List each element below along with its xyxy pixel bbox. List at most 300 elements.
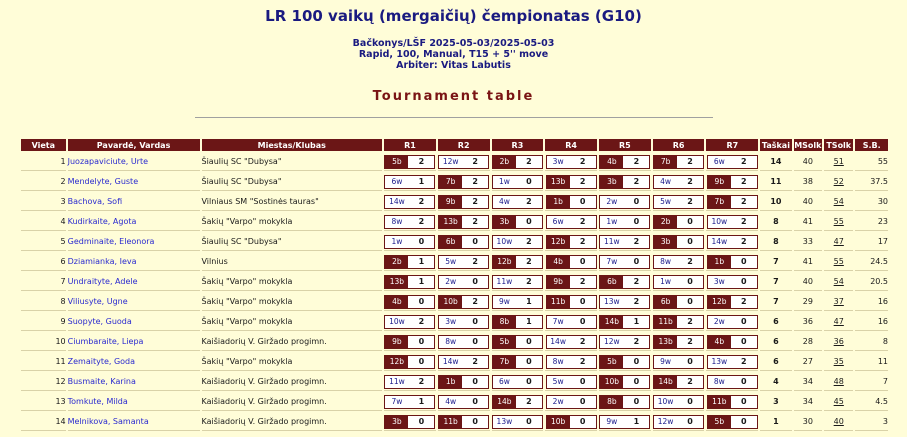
- opponent-color[interactable]: 8w: [552, 357, 564, 366]
- opponent-color[interactable]: 12b: [385, 356, 408, 368]
- player-points: 6: [760, 313, 791, 331]
- player-sb: 23: [855, 213, 888, 231]
- player-tsolk-link[interactable]: 54: [824, 193, 853, 211]
- opponent-color[interactable]: 8w: [713, 377, 725, 386]
- opponent-color[interactable]: 11b: [708, 396, 731, 408]
- opponent-color[interactable]: 14w: [442, 357, 459, 366]
- opponent-color[interactable]: 10w: [389, 317, 405, 326]
- opponent-color[interactable]: 8w: [660, 257, 672, 266]
- round-result: [384, 195, 435, 209]
- row-place: 7: [21, 273, 66, 291]
- player-name-link[interactable]: Mendelyte, Guste: [68, 173, 200, 191]
- game-score: 0: [633, 357, 640, 366]
- round-2-cell: [438, 273, 490, 291]
- round-result: [438, 235, 489, 249]
- player-msolk: 41: [794, 253, 822, 271]
- table-row: [21, 333, 888, 351]
- game-score: 0: [633, 257, 640, 266]
- player-points: 7: [760, 253, 791, 271]
- player-tsolk-link[interactable]: 36: [824, 333, 853, 351]
- player-sb: 30: [855, 193, 888, 211]
- opponent-color[interactable]: 10b: [600, 376, 623, 388]
- opponent-color[interactable]: 7b: [708, 196, 731, 208]
- opponent-color[interactable]: 5w: [552, 377, 564, 386]
- round-7-cell: [706, 153, 758, 171]
- opponent-color[interactable]: 14w: [711, 237, 728, 246]
- round-5-cell: [599, 233, 651, 251]
- opponent-color[interactable]: 14b: [654, 376, 677, 388]
- opponent-color[interactable]: 8b: [600, 396, 623, 408]
- round-result: [653, 175, 704, 189]
- player-tsolk-link[interactable]: 55: [824, 253, 853, 271]
- round-1-cell: [384, 293, 436, 311]
- game-score: 0: [741, 277, 747, 286]
- opponent-color[interactable]: 1w: [391, 237, 403, 246]
- opponent-color[interactable]: 6b: [600, 276, 623, 288]
- opponent-color[interactable]: 7w: [606, 257, 618, 266]
- game-score: 0: [741, 317, 747, 326]
- opponent-color[interactable]: 2w: [606, 197, 618, 206]
- round-3-cell: [492, 333, 544, 351]
- opponent-color[interactable]: 10w: [496, 237, 513, 246]
- player-tsolk-link[interactable]: 54: [824, 273, 853, 291]
- opponent-color[interactable]: 6b: [439, 236, 462, 248]
- opponent-color[interactable]: 11b: [654, 316, 677, 328]
- col-place: Vieta: [21, 139, 66, 151]
- player-name-link[interactable]: Melnikova, Samanta: [68, 413, 200, 431]
- round-result: [599, 235, 650, 249]
- opponent-color[interactable]: 3w: [552, 157, 564, 166]
- opponent-color[interactable]: 2w: [445, 277, 457, 286]
- game-score: 2: [687, 257, 693, 266]
- player-points: 3: [760, 393, 791, 411]
- game-score: 2: [687, 377, 693, 386]
- game-score: 0: [741, 257, 747, 266]
- player-sb: 37.5: [855, 173, 888, 191]
- player-msolk: 40: [794, 273, 822, 291]
- round-7-cell: [706, 253, 758, 271]
- opponent-color[interactable]: 3w: [445, 317, 457, 326]
- game-score: 0: [741, 417, 747, 426]
- player-msolk: 40: [794, 153, 822, 171]
- opponent-color[interactable]: 1b: [708, 256, 731, 268]
- player-club: Šakių "Varpo" mokykla: [202, 293, 383, 311]
- round-2-cell: [438, 353, 490, 371]
- round-1-cell: [384, 253, 436, 271]
- player-tsolk-link[interactable]: 47: [824, 233, 853, 251]
- player-name-link[interactable]: Tomkute, Milda: [68, 393, 200, 411]
- player-name-link[interactable]: Dziamianka, Ieva: [68, 253, 200, 271]
- round-1-cell: [384, 213, 436, 231]
- opponent-color[interactable]: 3b: [385, 416, 408, 428]
- player-points: 1: [760, 413, 791, 431]
- player-club: Vilniaus SM "Sostinės tauras": [202, 193, 383, 211]
- opponent-color[interactable]: 4b: [600, 156, 623, 168]
- round-result: [438, 195, 489, 209]
- round-4-cell: [545, 293, 597, 311]
- opponent-color[interactable]: 1b: [439, 376, 462, 388]
- opponent-color[interactable]: 6w: [552, 217, 564, 226]
- col-tsolk: TSolk: [824, 139, 853, 151]
- round-3-cell: [492, 313, 544, 331]
- table-row: [21, 373, 888, 391]
- game-score: 0: [633, 397, 640, 406]
- opponent-color[interactable]: 4b: [385, 296, 408, 308]
- opponent-color[interactable]: 12w: [442, 157, 459, 166]
- row-place: 13: [21, 393, 66, 411]
- opponent-color[interactable]: 3b: [493, 216, 516, 228]
- round-result: [653, 375, 704, 389]
- row-place: 11: [21, 353, 66, 371]
- opponent-color[interactable]: 9b: [708, 176, 731, 188]
- player-name-link[interactable]: Zemaityte, Goda: [68, 353, 200, 371]
- opponent-color[interactable]: 8w: [391, 217, 403, 226]
- game-score: 2: [633, 157, 640, 166]
- round-result: [546, 255, 597, 269]
- opponent-color[interactable]: 2b: [385, 256, 408, 268]
- round-result: [707, 335, 758, 349]
- opponent-color[interactable]: 5b: [385, 156, 408, 168]
- opponent-color[interactable]: 3w: [713, 277, 725, 286]
- opponent-color[interactable]: 14w: [550, 337, 566, 346]
- player-name-link[interactable]: Viliusyte, Ugne: [68, 293, 200, 311]
- row-place: 1: [21, 153, 66, 171]
- player-name-link[interactable]: Bachova, Sofi: [68, 193, 200, 211]
- game-score: 2: [472, 257, 478, 266]
- opponent-color[interactable]: 6b: [654, 296, 677, 308]
- player-msolk: 41: [794, 213, 822, 231]
- round-2-cell: [438, 413, 490, 431]
- opponent-color[interactable]: 5w: [445, 257, 457, 266]
- round-result: [546, 375, 597, 389]
- round-result: [384, 335, 435, 349]
- round-result: [653, 415, 704, 429]
- round-5-cell: [599, 153, 651, 171]
- opponent-color[interactable]: 5b: [708, 416, 731, 428]
- player-name-link[interactable]: Busmaite, Karina: [68, 373, 200, 391]
- round-7-cell: [706, 213, 758, 231]
- opponent-color[interactable]: 4b: [547, 256, 570, 268]
- player-club: Šakių "Varpo" mokykla: [202, 273, 383, 291]
- game-score: 2: [579, 217, 586, 226]
- game-score: 0: [418, 237, 425, 246]
- game-score: 2: [579, 337, 586, 346]
- player-name-link[interactable]: Gedminaite, Eleonora: [68, 233, 200, 251]
- round-result: [653, 355, 704, 369]
- opponent-color[interactable]: 13w: [711, 357, 728, 366]
- player-sb: 16: [855, 313, 888, 331]
- player-tsolk-link[interactable]: 47: [824, 313, 853, 331]
- opponent-color[interactable]: 12b: [493, 256, 516, 268]
- round-7-cell: [706, 393, 758, 411]
- round-result: [707, 355, 758, 369]
- player-name-link[interactable]: Kudirkaite, Agota: [68, 213, 200, 231]
- player-tsolk-link[interactable]: 35: [824, 353, 853, 371]
- game-score: 0: [579, 397, 586, 406]
- opponent-color[interactable]: 14w: [389, 197, 405, 206]
- round-result: [546, 415, 597, 429]
- col-r3: R3: [492, 139, 544, 151]
- opponent-color[interactable]: 14b: [493, 396, 516, 408]
- round-3-cell: [492, 293, 544, 311]
- game-score: 0: [579, 257, 586, 266]
- opponent-color[interactable]: 12b: [708, 296, 731, 308]
- opponent-color[interactable]: 12b: [547, 236, 570, 248]
- row-place: 3: [21, 193, 66, 211]
- game-score: 2: [526, 237, 532, 246]
- round-result: [599, 315, 650, 329]
- opponent-color[interactable]: 2b: [654, 216, 677, 228]
- round-result: [546, 315, 597, 329]
- round-7-cell: [706, 173, 758, 191]
- player-club: Kaišiadorių V. Giržado progimn.: [202, 413, 383, 431]
- round-result: [653, 215, 704, 229]
- player-club: Vilnius: [202, 253, 383, 271]
- opponent-color[interactable]: 4w: [660, 177, 672, 186]
- round-2-cell: [438, 173, 490, 191]
- player-msolk: 33: [794, 233, 822, 251]
- opponent-color[interactable]: 13b: [654, 336, 677, 348]
- opponent-color[interactable]: 3b: [600, 176, 623, 188]
- game-score: 1: [418, 177, 425, 186]
- round-result: [492, 215, 543, 229]
- opponent-color[interactable]: 1w: [606, 217, 618, 226]
- opponent-color[interactable]: 7w: [552, 317, 564, 326]
- player-sb: 24.5: [855, 253, 888, 271]
- round-result: [599, 255, 650, 269]
- round-5-cell: [599, 193, 651, 211]
- game-score: 0: [741, 377, 747, 386]
- game-score: 0: [418, 337, 425, 346]
- opponent-color[interactable]: 9b: [547, 276, 570, 288]
- game-score: 2: [579, 357, 586, 366]
- round-result: [707, 255, 758, 269]
- opponent-color[interactable]: 7b: [439, 176, 462, 188]
- game-score: 2: [741, 357, 747, 366]
- round-2-cell: [438, 293, 490, 311]
- opponent-color[interactable]: 5b: [600, 356, 623, 368]
- table-row: [21, 213, 888, 231]
- game-score: 0: [633, 217, 640, 226]
- table-row: [21, 253, 888, 271]
- round-result: [707, 275, 758, 289]
- opponent-color[interactable]: 9b: [439, 196, 462, 208]
- player-msolk: 34: [794, 373, 822, 391]
- player-tsolk-link[interactable]: 48: [824, 373, 853, 391]
- game-score: 2: [579, 237, 586, 246]
- opponent-color[interactable]: 11w: [389, 377, 405, 386]
- round-4-cell: [545, 153, 597, 171]
- game-score: 0: [633, 197, 640, 206]
- opponent-color[interactable]: 10w: [711, 217, 728, 226]
- round-1-cell: [384, 233, 436, 251]
- table-row: [21, 393, 888, 411]
- opponent-color[interactable]: 1w: [660, 277, 672, 286]
- opponent-color[interactable]: 9b: [385, 336, 408, 348]
- game-score: 2: [741, 157, 747, 166]
- game-score: 0: [687, 237, 693, 246]
- game-score: 2: [526, 277, 532, 286]
- game-score: 0: [472, 397, 478, 406]
- opponent-color[interactable]: 9w: [498, 297, 510, 306]
- opponent-color[interactable]: 13b: [385, 276, 408, 288]
- player-name-link[interactable]: Suopyte, Guoda: [68, 313, 200, 331]
- opponent-color[interactable]: 7b: [654, 156, 677, 168]
- table-row: [21, 193, 888, 211]
- round-result: [438, 335, 489, 349]
- opponent-color[interactable]: 7b: [493, 356, 516, 368]
- round-result: [546, 195, 597, 209]
- round-1-cell: [384, 153, 436, 171]
- opponent-color[interactable]: 10w: [657, 397, 674, 406]
- opponent-color[interactable]: 6w: [713, 157, 725, 166]
- col-sb: S.B.: [855, 139, 888, 151]
- player-name-link[interactable]: Undraityte, Adele: [68, 273, 200, 291]
- round-5-cell: [599, 173, 651, 191]
- game-score: 0: [579, 197, 586, 206]
- game-score: 2: [526, 257, 532, 266]
- opponent-color[interactable]: 11b: [439, 416, 462, 428]
- game-score: 1: [633, 417, 640, 426]
- player-points: 7: [760, 273, 791, 291]
- game-score: 2: [472, 217, 478, 226]
- tournament-format: Rapid, 100, Manual, T15 + 5'' move: [358, 49, 549, 60]
- round-6-cell: [653, 313, 705, 331]
- opponent-color[interactable]: 6w: [391, 177, 403, 186]
- player-tsolk-link[interactable]: 52: [824, 173, 853, 191]
- player-tsolk-link[interactable]: 40: [824, 413, 853, 431]
- opponent-color[interactable]: 5b: [493, 336, 516, 348]
- opponent-color[interactable]: 9w: [606, 417, 618, 426]
- game-score: 1: [418, 397, 425, 406]
- opponent-color[interactable]: 14b: [600, 316, 623, 328]
- opponent-color[interactable]: 10b: [439, 296, 462, 308]
- opponent-color[interactable]: 2b: [493, 156, 516, 168]
- opponent-color[interactable]: 13b: [439, 216, 462, 228]
- round-result: [546, 275, 597, 289]
- game-score: 2: [741, 217, 747, 226]
- player-tsolk-link[interactable]: 55: [824, 213, 853, 231]
- opponent-color[interactable]: 9w: [660, 357, 672, 366]
- player-points: 8: [760, 213, 791, 231]
- opponent-color[interactable]: 5w: [660, 197, 672, 206]
- round-6-cell: [653, 193, 705, 211]
- col-r1: R1: [384, 139, 436, 151]
- opponent-color[interactable]: 4w: [445, 397, 457, 406]
- round-1-cell: [384, 393, 436, 411]
- game-score: 2: [418, 197, 425, 206]
- round-7-cell: [706, 333, 758, 351]
- game-score: 1: [526, 297, 532, 306]
- player-tsolk-link[interactable]: 51: [824, 153, 853, 171]
- round-result: [707, 295, 758, 309]
- round-result: [546, 175, 597, 189]
- round-result: [599, 375, 650, 389]
- game-score: 2: [633, 237, 640, 246]
- player-name-link[interactable]: Ciumbaraite, Liepa: [68, 333, 200, 351]
- opponent-color[interactable]: 4w: [498, 197, 510, 206]
- game-score: 2: [472, 197, 478, 206]
- opponent-color[interactable]: 13b: [547, 176, 570, 188]
- round-result: [653, 235, 704, 249]
- round-4-cell: [545, 193, 597, 211]
- player-name-link[interactable]: Juozapaviciute, Urte: [68, 153, 200, 171]
- opponent-color[interactable]: 7w: [391, 397, 403, 406]
- table-row: [21, 173, 888, 191]
- round-7-cell: [706, 193, 758, 211]
- round-result: [653, 335, 704, 349]
- opponent-color[interactable]: 8w: [445, 337, 457, 346]
- opponent-color[interactable]: 8b: [493, 316, 516, 328]
- round-result: [384, 395, 435, 409]
- opponent-color[interactable]: 3b: [654, 236, 677, 248]
- opponent-color[interactable]: 11w: [496, 277, 513, 286]
- round-result: [384, 215, 435, 229]
- round-7-cell: [706, 373, 758, 391]
- game-score: 0: [526, 377, 532, 386]
- opponent-color[interactable]: 4b: [708, 336, 731, 348]
- round-result: [546, 215, 597, 229]
- player-tsolk-link[interactable]: 45: [824, 393, 853, 411]
- round-2-cell: [438, 233, 490, 251]
- round-7-cell: [706, 233, 758, 251]
- opponent-color[interactable]: 1w: [498, 177, 510, 186]
- round-result: [438, 415, 489, 429]
- round-1-cell: [384, 333, 436, 351]
- col-r4: R4: [545, 139, 597, 151]
- opponent-color[interactable]: 2w: [552, 397, 564, 406]
- game-score: 2: [472, 297, 478, 306]
- round-result: [653, 155, 704, 169]
- game-score: 0: [526, 417, 532, 426]
- game-score: 2: [579, 177, 586, 186]
- player-club: Kaišiadorių V. Giržado progimn.: [202, 373, 383, 391]
- game-score: 2: [526, 397, 532, 406]
- opponent-color[interactable]: 6w: [498, 377, 510, 386]
- col-r2: R2: [438, 139, 490, 151]
- player-club: Šiaulių SC "Dubysa": [202, 153, 383, 171]
- round-result: [492, 395, 543, 409]
- game-score: 0: [633, 377, 640, 386]
- opponent-color[interactable]: 1b: [547, 196, 570, 208]
- round-1-cell: [384, 373, 436, 391]
- round-result: [546, 235, 597, 249]
- round-result: [653, 195, 704, 209]
- round-2-cell: [438, 373, 490, 391]
- round-result: [492, 275, 543, 289]
- round-result: [653, 255, 704, 269]
- round-result: [653, 395, 704, 409]
- player-msolk: 28: [794, 333, 822, 351]
- round-7-cell: [706, 293, 758, 311]
- player-points: 6: [760, 353, 791, 371]
- game-score: 1: [418, 277, 425, 286]
- opponent-color[interactable]: 11w: [604, 237, 620, 246]
- player-tsolk-link[interactable]: 37: [824, 293, 853, 311]
- game-score: 2: [418, 217, 425, 226]
- round-result: [546, 155, 597, 169]
- opponent-color[interactable]: 13w: [496, 417, 513, 426]
- opponent-color[interactable]: 11b: [547, 296, 570, 308]
- opponent-color[interactable]: 10b: [547, 416, 570, 428]
- player-sb: 16: [855, 293, 888, 311]
- opponent-color[interactable]: 12w: [657, 417, 674, 426]
- col-msolk: MSolk: [794, 140, 822, 150]
- round-result: [546, 355, 597, 369]
- opponent-color[interactable]: 13w: [604, 297, 620, 306]
- opponent-color[interactable]: 12w: [604, 337, 620, 346]
- opponent-color[interactable]: 2w: [713, 317, 725, 326]
